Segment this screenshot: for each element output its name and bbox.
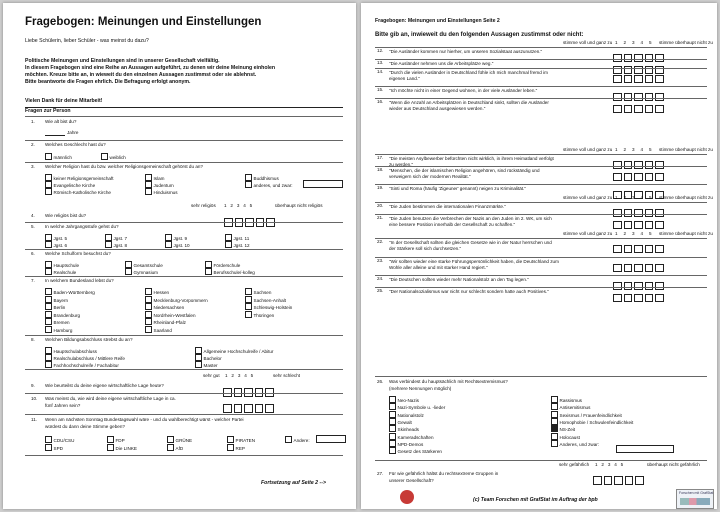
q27-text-2: unserer Gesellschaft? — [389, 478, 434, 483]
q10-text: Was meinst du, wie wird deine eigene wirtschaftliche Lage in ca. — [45, 396, 176, 401]
grafstat-badge: Forschen mit GrafStat — [676, 489, 714, 509]
extremism-option[interactable]: Anderes, und zwar: — [551, 440, 599, 448]
q27-scale-numbers: 1 2 3 4 5 — [595, 462, 624, 467]
q8-option[interactable]: Allgemeine Hochschulreife / Abitur — [195, 347, 273, 355]
rating-box[interactable] — [645, 221, 654, 230]
q2-option[interactable]: weiblich — [101, 153, 126, 161]
item-number: 18. — [377, 167, 384, 172]
extremism-option[interactable]: Skinheads — [389, 425, 419, 433]
state-option[interactable]: Brandenburg — [45, 311, 80, 319]
state-option[interactable]: Hessen — [145, 288, 169, 296]
rating-box[interactable] — [645, 75, 654, 84]
item-number: 23. — [377, 258, 384, 263]
rating-box[interactable] — [655, 264, 664, 273]
q4-scale-numbers: 1 2 3 4 5 — [224, 203, 253, 208]
party-option[interactable]: FDP — [107, 436, 125, 444]
item-number: 20. — [377, 203, 384, 208]
q3-option[interactable]: Buddhismus — [245, 174, 279, 182]
rating-box[interactable] — [624, 75, 633, 84]
extremism-other-input[interactable] — [616, 445, 674, 453]
rating-box[interactable] — [655, 173, 664, 182]
bpb-logo-icon — [400, 490, 414, 504]
statement-text: "Die Juden benutzen die Verbrechen der Nazis an den Juden im 2. WK, um sich eine bessere Position innerhalb der Gesellschaft zu schaffen." — [389, 216, 552, 228]
party-option[interactable]: REP — [227, 444, 245, 452]
q9-rating-boxes[interactable] — [223, 383, 276, 399]
likert-rating-boxes[interactable] — [613, 240, 666, 256]
state-option[interactable]: Hamburg — [45, 326, 72, 334]
checkbox[interactable] — [389, 447, 396, 454]
q8-text: Welchen Bildungsabschluss strebst du an? — [45, 337, 133, 342]
checkbox[interactable] — [145, 326, 152, 333]
item-number: 15. — [377, 87, 384, 92]
q27-number: 27. — [377, 471, 384, 476]
q3-text: Welcher Religion hast du bzw. welcher Religionsgemeinschaft gehörst du an? — [45, 164, 203, 169]
rating-box[interactable] — [634, 264, 643, 273]
q5-number: 5. — [31, 224, 35, 229]
rating-box[interactable] — [655, 221, 664, 230]
checkbox[interactable] — [45, 288, 52, 295]
q2-number: 2. — [31, 142, 35, 147]
checkbox[interactable] — [389, 396, 396, 403]
state-option[interactable]: Bayern — [45, 296, 68, 304]
rating-box[interactable] — [624, 173, 633, 182]
item-number: 19. — [377, 185, 384, 190]
q5-option[interactable]: Jgst. 12 — [225, 241, 250, 249]
badge-graphic-icon — [680, 498, 710, 505]
q2-text: Welches Geschlecht hast du? — [45, 142, 106, 147]
q6-number: 6. — [31, 251, 35, 256]
q26-number: 26. — [377, 379, 384, 384]
item-number: 25. — [377, 288, 384, 293]
q9-number: 9. — [31, 383, 35, 388]
checkbox[interactable] — [45, 296, 52, 303]
q3-option[interactable]: Judentum — [145, 181, 174, 189]
q4-number: 4. — [31, 213, 35, 218]
statement-text: "Durch die vielen Ausländer in Deutschland fühle ich mich manchmal fremd im eigenen Land." — [389, 70, 548, 82]
party-option[interactable]: SPD — [45, 444, 63, 452]
q3-option[interactable]: Hinduismus — [145, 188, 178, 196]
item-number: 17. — [377, 155, 384, 160]
rating-box[interactable] — [645, 245, 654, 254]
q27-left-label: sehr gefährlich — [559, 462, 590, 467]
checkbox[interactable] — [245, 303, 252, 310]
q5-text: In welche Jahrgangsstufe gehst du? — [45, 224, 119, 229]
scale-numbers: 1 2 3 4 5 — [615, 40, 652, 45]
checkbox[interactable] — [551, 440, 558, 447]
statement-text: "Sinti und Roma (häufig 'Zigeuner' genannt) neigen zu Kriminalität." — [389, 186, 527, 191]
statement-text: "Die Ausländer nehmen uns die Arbeitsplätze weg." — [389, 61, 494, 66]
state-option[interactable]: Saarland — [145, 326, 172, 334]
scale-right-label: stimme überhaupt nicht zu — [659, 147, 713, 152]
checkbox[interactable] — [45, 326, 52, 333]
q9-text: Wie beurteilst du deine eigene wirtschaftliche Lage heute? — [45, 383, 164, 388]
checkbox[interactable] — [45, 318, 52, 325]
page2-title: Fragebogen: Meinungen und Einstellungen Seite 2 — [375, 18, 500, 24]
likert-rating-boxes[interactable] — [613, 70, 666, 86]
scale-left-label: stimme voll und ganz zu — [563, 40, 613, 45]
page2-heading: Bitte gib an, inwieweit du den folgenden Aussagen zustimmst oder nicht: — [375, 32, 584, 38]
checkbox[interactable] — [245, 288, 252, 295]
q6-option[interactable]: Realschule — [45, 268, 76, 276]
statement-text: "Ich möchte nicht in einer Gegend wohnen, in der viele Ausländer leben." — [389, 88, 538, 93]
rating-box[interactable] — [645, 264, 654, 273]
scale-right-label: sehr schlecht — [273, 373, 301, 378]
q11-number: 11. — [31, 417, 38, 422]
state-option[interactable]: Sachsen-Anhalt — [245, 296, 286, 304]
extremism-option[interactable]: Neo-Nazis — [389, 396, 419, 404]
rating-box[interactable] — [634, 173, 643, 182]
item-number: 13. — [377, 60, 384, 65]
rating-box[interactable] — [634, 294, 643, 303]
statement-text: "Die Juden bestimmen die internationalen Finanzmärkte." — [389, 204, 506, 209]
extremism-option[interactable]: Kameradschaften — [389, 433, 434, 441]
q2-option[interactable]: männlich — [45, 153, 72, 161]
extremism-option[interactable]: Homophobie / Schwulenfeindlichkeit — [551, 418, 633, 426]
party-option[interactable]: PIRATEN — [227, 436, 255, 444]
checkbox[interactable] — [145, 303, 152, 310]
rating-box[interactable] — [634, 75, 643, 84]
religion-other-input[interactable] — [303, 180, 343, 188]
likert-rating-boxes[interactable] — [613, 289, 666, 305]
state-option[interactable]: Baden-Württemberg — [45, 288, 95, 296]
state-option[interactable]: Schleswig-Holstein — [245, 303, 292, 311]
statement-text: "Menschen, die der islamischen Religion angehören, sind rückständig und verweigern sich der modernen Realität." — [389, 168, 540, 180]
scale-numbers: 1 2 3 4 5 — [615, 231, 652, 236]
q3-number: 3. — [31, 164, 35, 169]
extremism-option[interactable]: NS-Zeit — [551, 425, 575, 433]
scale-left-label: sehr gut — [203, 373, 220, 378]
item-number: 22. — [377, 239, 384, 244]
q7-number: 7. — [31, 278, 35, 283]
extremism-option[interactable]: Antisemitismus — [551, 403, 590, 411]
statement-text: "Die meisten Asylbewerber befürchten nicht wirklich, in ihrem Heimatland verfolgt zu werden." — [389, 156, 554, 168]
item-number: 16. — [377, 99, 384, 104]
checkbox[interactable] — [389, 440, 396, 447]
q5-option[interactable]: Jgst. 11 — [225, 234, 249, 242]
scale-numbers: 1 2 3 4 5 — [615, 195, 652, 200]
q6-option[interactable]: Berufsschule/-kolleg — [205, 268, 255, 276]
q3-option[interactable]: keiner Religionsgemeinschaft — [45, 174, 114, 182]
checkbox[interactable] — [245, 296, 252, 303]
q8-option[interactable]: Master — [195, 361, 218, 369]
rating-box[interactable] — [613, 245, 622, 254]
q5-option[interactable]: Jgst. 10 — [165, 241, 190, 249]
checkbox[interactable] — [389, 403, 396, 410]
scale-left-label: stimme voll und ganz zu — [563, 147, 613, 152]
rating-box[interactable] — [624, 264, 633, 273]
checkbox[interactable] — [389, 425, 396, 432]
q8-option[interactable]: Fachhochschulreife / Fachabitur — [45, 361, 119, 369]
likert-rating-boxes[interactable] — [613, 100, 666, 116]
party-other-input[interactable] — [316, 435, 346, 443]
scale-numbers: 1 2 3 4 5 — [225, 373, 254, 378]
q8-number: 8. — [31, 337, 35, 342]
intro-line-3: möchten. Kreuze bitte an, in wieweit du den einzelnen Aussagen zustimmst oder sie ablehnst. — [25, 72, 257, 78]
copyright-note: (c) Team Forschen mit GrafStat im Auftrag der bpb — [473, 497, 598, 503]
extremism-option[interactable]: Nazi-Symbole u. -lieder — [389, 403, 445, 411]
q11-text-2: würdest du dann deine Stimme geben? — [45, 424, 125, 429]
state-option[interactable]: Sachsen — [245, 288, 271, 296]
intro-line-4: Bitte beantworte die Fragen ehrlich. Die Befragung erfolgt anonym. — [25, 79, 191, 85]
q27-right-label: überhaupt nicht gefährlich — [647, 462, 700, 467]
checkbox[interactable] — [389, 411, 396, 418]
state-option[interactable]: Berlin — [45, 303, 65, 311]
q6-option[interactable]: Gesamtschule — [125, 261, 163, 269]
checkbox[interactable] — [101, 153, 108, 160]
state-option[interactable]: Rheinland-Pfalz — [145, 318, 186, 326]
q6-text: Welche Schulform besuchst du? — [45, 251, 111, 256]
questionnaire-page-2 — [361, 3, 717, 509]
q5-option[interactable]: Jgst. 5 — [45, 234, 67, 242]
scale-left-label: stimme voll und ganz zu — [563, 231, 613, 236]
statement-text: "Wenn die Anzahl an Arbeitsplätzen in Deutschland sinkt, sollten die Ausländer wieder aus Deutschland ausgewiesen werden." — [389, 100, 549, 112]
q5-option[interactable]: Jgst. 9 — [165, 234, 187, 242]
q3-option[interactable]: Islam — [145, 174, 164, 182]
thanks: Vielen Dank für deine Mitarbeit! — [25, 98, 103, 104]
statement-text: "Die Ausländer kommen nur hierher, um unseren Sozialstaat auszunutzen." — [389, 49, 543, 54]
q1-number: 1. — [31, 119, 35, 124]
rating-box[interactable] — [645, 294, 654, 303]
q3-option[interactable]: Evangelische Kirche — [45, 181, 95, 189]
statement-text: "Die Deutschen sollten wieder mehr Nationalstolz an den Tag legen." — [389, 277, 529, 282]
extremism-option[interactable]: Holocaust — [551, 433, 580, 441]
rating-box[interactable] — [613, 221, 622, 230]
q8-option[interactable]: Bachelor — [195, 354, 222, 362]
extremism-option[interactable]: Nationalstolz — [389, 411, 424, 419]
q10-text-2: fünf Jahren sein? — [45, 403, 81, 408]
rating-box[interactable] — [613, 264, 622, 273]
q4-rating-boxes[interactable] — [224, 213, 277, 229]
extremism-option[interactable]: Gewalt — [389, 418, 412, 426]
q6-option[interactable]: Hauptschule — [45, 261, 79, 269]
rating-box[interactable] — [624, 221, 633, 230]
q8-option[interactable]: Realschulabschluss / Mittlere Reife — [45, 354, 125, 362]
q1-unit: Jahre — [67, 130, 79, 135]
statement-text: "In der Gesellschaft sollten die gleichen Gesetze wie in der Natur herrschen und der Stärkere soll sich durchsetzen." — [389, 240, 552, 252]
statement-text: "Der Nationalsozialismus war nicht nur schlecht sondern hatte auch Positives." — [389, 289, 549, 294]
checkbox[interactable] — [45, 153, 52, 160]
rating-box[interactable] — [624, 294, 633, 303]
checkbox[interactable] — [551, 403, 558, 410]
q5-option[interactable]: Jgst. 8 — [105, 241, 127, 249]
checkbox[interactable] — [389, 433, 396, 440]
extremism-option[interactable]: NPD-Demos — [389, 440, 423, 448]
rating-box[interactable] — [613, 75, 622, 84]
state-option[interactable]: Bremen — [45, 318, 70, 326]
q26-text: Was verbindest du hauptsächlich mit Rechtsextremismus? — [389, 379, 508, 384]
intro-line-1: Politische Meinungen und Einstellungen sind in unserer Gesellschaft vielfältig. — [25, 58, 220, 64]
checkbox[interactable] — [551, 433, 558, 440]
party-option[interactable]: GRÜNE — [167, 436, 192, 444]
rating-box[interactable] — [613, 294, 622, 303]
q10-rating-boxes[interactable] — [223, 399, 276, 415]
statement-text: "Wir sollten wieder eine starke Führungspersönlichkeit haben, die Deutschland zum Wohle aller alleine und mit starker Hand regiert." — [389, 259, 559, 271]
state-option[interactable]: Thüringen — [245, 311, 274, 319]
likert-rating-boxes[interactable] — [613, 259, 666, 275]
scale-numbers: 1 2 3 4 5 — [615, 147, 652, 152]
q3-option[interactable]: Römisch-Katholische Kirche — [45, 188, 111, 196]
item-number: 14. — [377, 69, 384, 74]
party-option[interactable]: AfD — [167, 444, 183, 452]
q6-option[interactable]: Förderschule — [205, 261, 240, 269]
likert-rating-boxes[interactable] — [613, 216, 666, 232]
rating-box[interactable] — [655, 294, 664, 303]
rating-box[interactable] — [613, 105, 622, 114]
rating-box[interactable] — [655, 75, 664, 84]
q4-left-label: sehr religiös — [191, 203, 216, 208]
extremism-option[interactable]: Sexismus / Frauenfeindlichkeit — [551, 411, 622, 419]
intro-line-2: In diesem Fragebogen sind eine Reihe an Aussagen aufgeführt, zu denen wir deine Meinung einholen — [25, 65, 275, 71]
q10-number: 10. — [31, 396, 38, 401]
checkbox[interactable] — [551, 425, 558, 432]
party-option[interactable]: CDU/CSU — [45, 436, 74, 444]
item-number: 24. — [377, 276, 384, 281]
questionnaire-page-1 — [3, 3, 356, 509]
checkbox[interactable] — [145, 318, 152, 325]
rating-box[interactable] — [634, 245, 643, 254]
rating-box[interactable] — [655, 245, 664, 254]
state-option[interactable]: Mecklenburg-Vorpommern — [145, 296, 208, 304]
q6-option[interactable]: Gymnasium — [125, 268, 158, 276]
scale-right-label: stimme überhaupt nicht zu — [659, 231, 713, 236]
q27-rating-boxes[interactable] — [593, 471, 646, 487]
q5-option[interactable]: Jgst. 6 — [45, 241, 67, 249]
extremism-option[interactable]: Rassismus — [551, 396, 582, 404]
state-option[interactable]: Nordrhein-Westfalen — [145, 311, 196, 319]
checkbox[interactable] — [145, 288, 152, 295]
scale-right-label: stimme überhaupt nicht zu — [659, 195, 713, 200]
checkbox[interactable] — [145, 311, 152, 318]
rating-box[interactable] — [645, 105, 654, 114]
checkbox[interactable] — [551, 396, 558, 403]
scale-left-label: stimme voll und ganz zu — [563, 195, 613, 200]
checkbox[interactable] — [245, 311, 252, 318]
checkbox[interactable] — [551, 411, 558, 418]
checkbox[interactable] — [551, 418, 558, 425]
q26-text-2: (mehrere Nennungen möglich) — [389, 386, 452, 391]
rating-box[interactable] — [624, 105, 633, 114]
state-option[interactable]: Niedersachsen — [145, 303, 184, 311]
q7-text: In welchem Bundesland lebst du? — [45, 278, 114, 283]
checkbox[interactable] — [45, 311, 52, 318]
greeting: Liebe Schülerin, lieber Schüler - was meinst du dazu? — [25, 38, 149, 44]
checkbox[interactable] — [145, 296, 152, 303]
rating-box[interactable] — [655, 105, 664, 114]
age-input[interactable] — [45, 135, 65, 136]
page-title: Fragebogen: Meinungen und Einstellungen — [25, 16, 262, 28]
item-number: 21. — [377, 215, 384, 220]
q5-option[interactable]: Jgst. 7 — [105, 234, 127, 242]
checkbox[interactable] — [389, 418, 396, 425]
q27-text: Für wie gefährlich hältst du rechtsextreme Gruppen in — [389, 471, 499, 476]
party-option[interactable]: Andere: — [285, 436, 310, 444]
rating-box[interactable] — [634, 221, 643, 230]
q4-text: Wie religiös bist du? — [45, 213, 87, 218]
q4-right-label: überhaupt nicht religiös — [275, 203, 323, 208]
continue-note: Fortsetzung auf Seite 2 --> — [261, 480, 326, 486]
rating-box[interactable] — [624, 245, 633, 254]
extremism-option[interactable]: Gesetz des Stärkeren — [389, 447, 442, 455]
q8-option[interactable]: Hauptschulabschluss — [45, 347, 97, 355]
q3-option[interactable]: anderes, und zwar: — [245, 181, 293, 189]
rating-box[interactable] — [634, 105, 643, 114]
rating-box[interactable] — [613, 173, 622, 182]
section-heading: Fragen zur Person — [25, 108, 71, 114]
q1-text: Wie alt bist du? — [45, 119, 77, 124]
likert-rating-boxes[interactable] — [613, 168, 666, 184]
q11-text: Wenn am nächsten Sonntag Bundestagswahl wäre - und du wahlberechtigt wärst - welcher Partei — [45, 417, 244, 422]
item-number: 12. — [377, 48, 384, 53]
scale-right-label: stimme überhaupt nicht zu — [659, 40, 713, 45]
checkbox[interactable] — [45, 303, 52, 310]
party-option[interactable]: Die LINKE — [107, 444, 137, 452]
rating-box[interactable] — [645, 173, 654, 182]
